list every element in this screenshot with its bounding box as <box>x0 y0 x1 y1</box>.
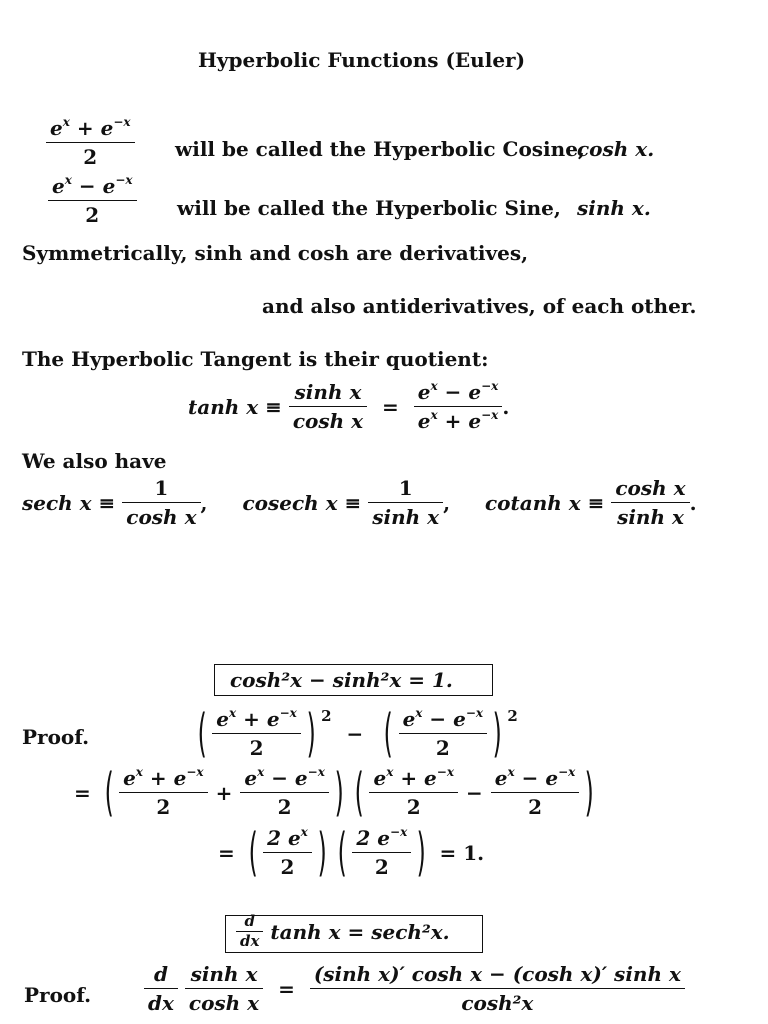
sech-fraction <box>122 476 200 530</box>
proof3-equals: = <box>218 841 235 865</box>
paragraph-tangent: The Hyperbolic Tangent is their quotient: <box>22 347 489 371</box>
proof2-f3-numerator: $e^x + e^{-x}$ <box>373 765 455 790</box>
derivative-operator <box>236 914 263 950</box>
proof-label: Proof. <box>22 725 90 749</box>
cosh-fraction <box>46 116 135 170</box>
sinh-numerator: $e^x - e^{-x}$ <box>52 173 133 198</box>
deriv-proof-quotient-rule <box>310 962 685 1016</box>
proof2-fraction-4 <box>491 766 580 820</box>
proof-line-1: ( $\frac{e^x + e^{-x}}{2}$ ) $^2$ − ( $\frac{e^x - e^{-x}}{2}$ ) $^2$ <box>197 704 518 764</box>
sinh-denominator: 2 <box>85 203 100 227</box>
tanh-fraction-1 <box>289 380 367 434</box>
tanh-period: . <box>502 395 510 419</box>
tanh-equation <box>188 380 509 434</box>
tanh-fraction-2 <box>414 380 503 434</box>
paragraph-antiderivatives: and also antiderivatives, of each other. <box>262 294 697 318</box>
deriv-proof-d: d <box>153 962 168 986</box>
sech-numerator: 1 <box>154 476 169 500</box>
cosh-numerator: $e^x + e^{-x}$ <box>50 115 131 140</box>
sinh-definition <box>48 174 137 228</box>
sinh-fraction <box>48 174 137 228</box>
tanh-f1-numerator: sinh x <box>294 380 362 404</box>
cotanh-denominator: sinh x <box>617 505 684 529</box>
tanh-f1-denominator: cosh x <box>292 409 364 433</box>
cosh-definition-text: will be called the Hyperbolic Cosine, <box>175 137 585 161</box>
cosech-numerator: 1 <box>398 476 413 500</box>
proof2-f3-denominator: 2 <box>406 795 421 819</box>
proof3-f2-numerator: 2 $e^{-x}$ <box>356 825 408 850</box>
proof-line-2: = ( $\frac{e^x + e^{-x}}{2}$ + $\frac{e^x - e^{-x}}{2}$ ) ( $\frac{e^x + e^{-x}}{2}$ − $\frac{e^x - e^{-x}}{2}$ ) <box>74 763 595 823</box>
sech-denominator: cosh x <box>126 505 197 529</box>
tanh-f2-denominator: $e^x + e^{-x}$ <box>417 408 499 433</box>
proof1-fraction-b <box>399 707 488 761</box>
proof2-f4-denominator: 2 <box>528 795 542 819</box>
proof2-equals: = <box>74 781 91 805</box>
cosh-definition <box>46 116 135 170</box>
paragraph-symmetric: Symmetrically, sinh and cosh are derivatives, <box>22 241 529 265</box>
derivative-proof <box>144 962 685 1016</box>
deriv-proof-dx: dx <box>148 991 174 1015</box>
sinh-name: sinh x. <box>577 196 651 220</box>
cotanh-lhs: cotanh x ≡ <box>485 491 605 515</box>
proof1-a-numerator: $e^x + e^{-x}$ <box>216 706 297 731</box>
proof2-label: Proof. <box>24 983 92 1007</box>
reciprocal-definitions: sech x ≡ $\frac{1}{\text{cosh x}}$ , cosech x ≡ $\frac{1}{\text{sinh x}}$ , cotanh x ≡ $\frac{\text{cosh x}}{\text{sinh x}}$ . <box>22 476 697 529</box>
deriv-proof-equals: = <box>278 977 295 1001</box>
proof3-fraction-2 <box>352 826 411 880</box>
proof3-fraction-1 <box>263 826 312 880</box>
proof2-fraction-3 <box>369 766 458 820</box>
proof1-a-denominator: 2 <box>249 736 264 760</box>
cosech-lhs: cosech x ≡ <box>242 491 362 515</box>
derivative-formula <box>236 914 450 950</box>
proof1-fraction-a <box>212 707 301 761</box>
deriv-proof-f-numerator: sinh x <box>190 962 258 986</box>
proof2-fraction-2 <box>240 766 329 820</box>
sinh-definition-text: will be called the Hyperbolic Sine, <box>177 196 561 220</box>
cotanh-numerator: cosh x <box>615 476 686 500</box>
proof3-f2-denominator: 2 <box>374 855 389 879</box>
cosh-denominator: 2 <box>83 145 98 169</box>
proof1-b-denominator: 2 <box>435 736 450 760</box>
cosech-denominator: sinh x <box>372 505 440 529</box>
proof2-fraction-1 <box>119 766 208 820</box>
proof2-f1-denominator: 2 <box>156 795 171 819</box>
cotanh-fraction <box>611 476 689 530</box>
deriv-proof-operator <box>144 962 178 1016</box>
proof2-plus: + <box>215 781 233 805</box>
cosech-fraction <box>368 476 443 530</box>
identity-formula: cosh²x − sinh²x = 1. <box>230 668 453 692</box>
proof2-f2-numerator: $e^x - e^{-x}$ <box>244 765 325 790</box>
cosh-name: cosh x. <box>577 137 655 161</box>
paragraph-also-have: We also have <box>22 449 167 473</box>
proof2-f2-denominator: 2 <box>277 795 292 819</box>
derivative-dx: dx <box>240 931 260 950</box>
proof1-b-exponent: 2 <box>507 707 518 725</box>
proof3-result: = 1. <box>439 841 485 865</box>
derivative-identity: tanh x = sech²x. <box>270 919 450 944</box>
deriv-proof-r-denominator: cosh²x <box>461 991 534 1015</box>
page-title: Hyperbolic Functions (Euler) <box>198 48 526 72</box>
deriv-proof-f-denominator: cosh x <box>188 991 260 1015</box>
tanh-f2-numerator: $e^x - e^{-x}$ <box>417 379 499 404</box>
proof3-f1-numerator: 2 $e^x$ <box>267 825 308 850</box>
tanh-lhs: tanh x ≡ <box>188 395 282 419</box>
proof1-b-numerator: $e^x - e^{-x}$ <box>402 706 484 731</box>
proof1-a-exponent: 2 <box>321 707 332 725</box>
proof2-minus: − <box>466 781 483 805</box>
proof2-f1-numerator: $e^x + e^{-x}$ <box>123 765 204 790</box>
proof2-f4-numerator: $e^x - e^{-x}$ <box>494 765 576 790</box>
proof3-f1-denominator: 2 <box>280 855 295 879</box>
sech-lhs: sech x ≡ <box>22 491 116 515</box>
derivative-d: d <box>244 912 255 930</box>
proof-line-3: = ( $\frac{2 e^x}{2}$ ) ( $\frac{2 e^{-x}}{2}$ ) = 1. <box>218 826 492 880</box>
deriv-proof-tanh-fraction <box>185 962 263 1016</box>
deriv-proof-r-numerator: (sinh x)′ cosh x − (cosh x)′ sinh x <box>313 962 681 986</box>
tanh-equals: = <box>382 395 399 419</box>
proof1-minus: − <box>346 722 364 746</box>
